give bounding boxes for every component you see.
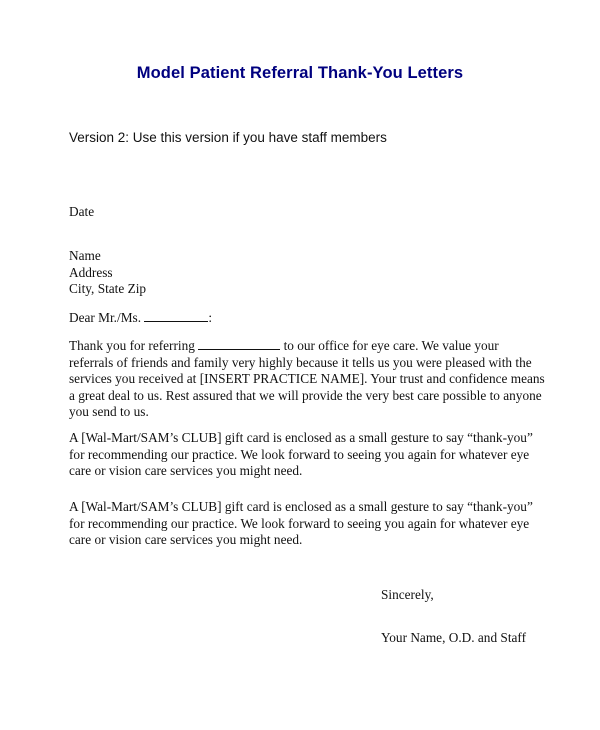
paragraph-line: services you received at [INSERT PRACTICE NAME]. Your trust and confidence means bbox=[69, 371, 545, 386]
paragraph-line: care or vision care services you might need. bbox=[69, 532, 303, 547]
recipient-address: Address bbox=[69, 264, 113, 280]
paragraph-gift-card-1 bbox=[69, 430, 549, 480]
paragraph-line: you send to us. bbox=[69, 404, 149, 419]
salutation-name-blank bbox=[144, 310, 208, 322]
salutation bbox=[69, 310, 549, 327]
paragraph-line: for recommending our practice. We look forward to seeing you again for whatever eye bbox=[69, 515, 530, 531]
closing: Sincerely, bbox=[381, 587, 434, 602]
signature: Your Name, O.D. and Staff bbox=[381, 630, 527, 645]
page-title: Model Patient Referral Thank-You Letters bbox=[136, 64, 464, 82]
version-subtitle: Version 2: Use this version if you have staff members bbox=[69, 130, 387, 145]
paragraph-line: A [Wal-Mart/SAM’s CLUB] gift card is enclosed as a small gesture to say “thank-you” bbox=[69, 430, 533, 445]
paragraph-line: A [Wal-Mart/SAM’s CLUB] gift card is enclosed as a small gesture to say “thank-you” bbox=[69, 499, 533, 514]
paragraph-line: referrals of friends and family very highly because it tells us you were pleased with the bbox=[69, 354, 532, 370]
date-placeholder: Date bbox=[69, 204, 95, 219]
salutation-prefix: Dear Mr./Ms. bbox=[69, 310, 142, 325]
paragraph-line: for recommending our practice. We look forward to seeing you again for whatever eye bbox=[69, 446, 530, 462]
salutation-suffix: : bbox=[208, 310, 213, 325]
recipient-city-state-zip: City, State Zip bbox=[69, 281, 147, 296]
text-before-blank: Thank you for referring bbox=[69, 338, 195, 353]
paragraph-line: care or vision care services you might need. bbox=[69, 463, 303, 478]
paragraph-line: a great deal to us. Rest assured that we will provide the very best care possible to anyone bbox=[69, 387, 542, 403]
paragraph-thank-you bbox=[69, 338, 549, 421]
referred-patient-blank bbox=[198, 338, 280, 350]
text-after-blank: to our office for eye care. We value your bbox=[283, 338, 499, 353]
recipient-address-block bbox=[69, 248, 549, 298]
recipient-name: Name bbox=[69, 248, 101, 263]
paragraph-line bbox=[69, 338, 549, 355]
paragraph-gift-card-2 bbox=[69, 499, 549, 549]
